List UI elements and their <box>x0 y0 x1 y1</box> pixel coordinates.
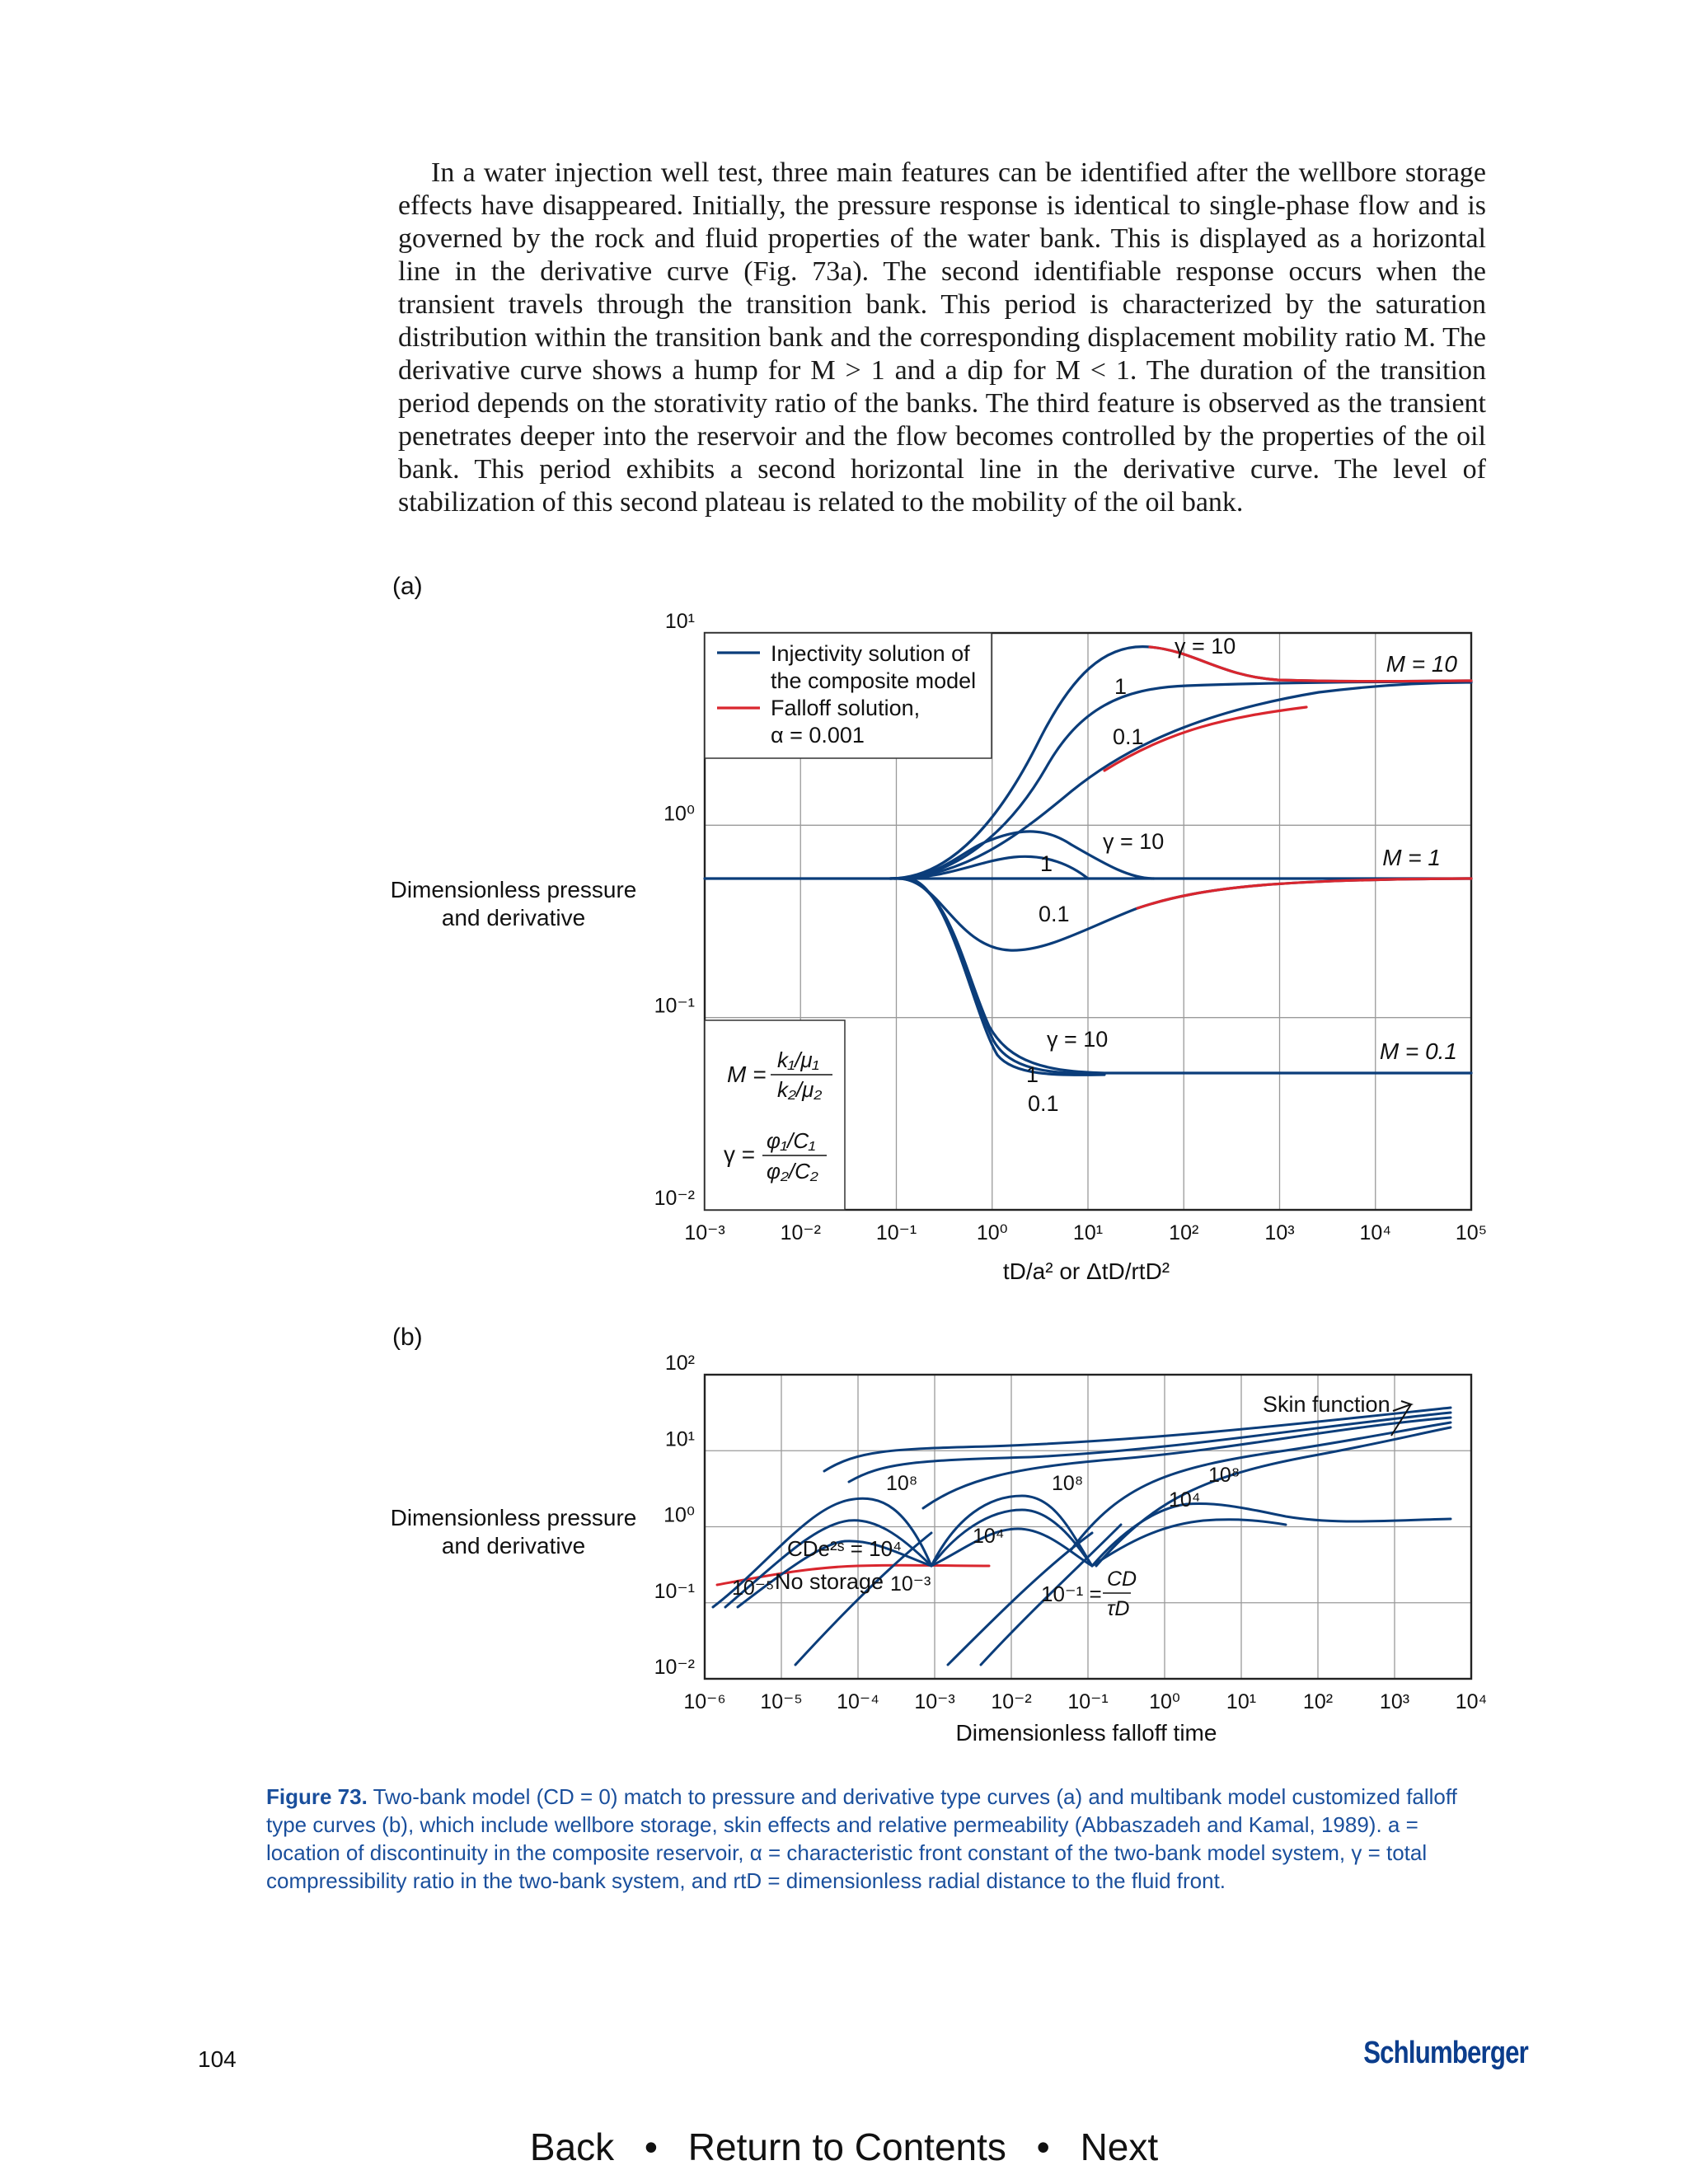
label-ratio-den: τD <box>1107 1597 1130 1620</box>
y-tick-b: 10⁻¹ <box>654 1579 695 1603</box>
x-tick-a: 10⁵ <box>1455 1221 1488 1244</box>
nav-back-link[interactable]: Back <box>529 2125 615 2168</box>
x-tick-a: 10² <box>1169 1221 1199 1244</box>
def-m-num: k₁/μ₁ <box>777 1047 819 1072</box>
curve-a-m1-g01 <box>898 879 1471 950</box>
x-tick-a: 10⁻³ <box>684 1221 725 1244</box>
label-108-a: 10⁸ <box>886 1472 918 1495</box>
label-1-mid: 1 <box>1040 851 1053 876</box>
label-01-mid: 0.1 <box>1039 902 1070 926</box>
label-skin-function: Skin function <box>1263 1392 1390 1417</box>
y-tick-a: 10¹ <box>664 610 695 633</box>
x-tick-b: 10¹ <box>1226 1690 1257 1713</box>
body-paragraph: In a water injection well test, three main features can be identified after the wellbore storage effects have disappeared. Initially, the pressure response is identical to single-phase flow and is governed by the rock and fluid properties of the water bank. This is displayed as a horizontal line in the derivative curve (Fig. 73a). The second identifiable response occurs when the transient travels through the transition bank. This period is characterized by the saturation distribution within the transition bank and the corresponding displacement mobility ratio M. The derivative curve shows a hump for M > 1 and a dip for M < 1. The duration of the transition period depends on the storativity ratio of the banks. The third feature is observed as the transient penetrates deeper into the reservoir and the flow becomes controlled by the properties of the oil bank. This period exhibits a second horizontal line in the derivative curve. The level of stabilization of this second plateau is related to the mobility of the oil bank. <box>398 157 1486 518</box>
nav-contents-link[interactable]: Return to Contents <box>687 2125 1006 2168</box>
label-104-b: 10⁴ <box>1169 1488 1201 1511</box>
x-tick-b: 10⁻² <box>991 1690 1032 1713</box>
y-axis-label-b-line1: Dimensionless pressure <box>390 1505 637 1530</box>
y-tick-b: 10² <box>664 1352 695 1375</box>
grid-b <box>705 1375 1471 1679</box>
x-tick-a: 10⁻² <box>780 1221 821 1244</box>
x-tick-b: 10⁻⁶ <box>683 1690 726 1713</box>
label-m10: M = 10 <box>1386 651 1457 677</box>
label-104-a: 10⁴ <box>973 1525 1005 1548</box>
label-t103: 10⁻³ <box>890 1572 931 1596</box>
label-cde: CDe²ˢ = 10⁴ <box>787 1536 903 1561</box>
y-tick-b: 10⁰ <box>663 1503 695 1527</box>
nav-next-link[interactable]: Next <box>1080 2125 1159 2168</box>
y-tick-b: 10¹ <box>664 1427 695 1451</box>
page-navigation <box>0 2125 1688 2169</box>
x-tick-a: 10¹ <box>1072 1221 1104 1244</box>
label-gamma10-bot: γ = 10 <box>1047 1027 1109 1052</box>
caption-label: Figure 73. <box>266 1784 368 1809</box>
label-m01: M = 0.1 <box>1379 1038 1457 1064</box>
def-m-den: k₂/μ₂ <box>777 1077 823 1102</box>
panel-label-a: (a) <box>392 573 423 600</box>
x-tick-b: 10⁻¹ <box>1067 1690 1109 1713</box>
nav-separator-1: • <box>644 2125 658 2168</box>
y-axis-label-b-line2: and derivative <box>441 1533 586 1558</box>
x-axis-label-a: tD/a² or ΔtD/rtD² <box>1002 1258 1170 1284</box>
x-tick-a: 10⁻¹ <box>875 1221 917 1244</box>
label-1-bot: 1 <box>1026 1062 1039 1087</box>
y-tick-a: 10⁻¹ <box>654 994 695 1018</box>
label-108-b: 10⁸ <box>1052 1472 1084 1495</box>
def-gamma-num: φ₁/C₁ <box>767 1128 816 1153</box>
legend-injectivity-2: the composite model <box>771 668 977 693</box>
label-gamma10-top: γ = 10 <box>1175 634 1236 658</box>
nav-separator-2: • <box>1036 2125 1050 2168</box>
x-tick-b: 10³ <box>1379 1690 1410 1713</box>
def-gamma-prefix: γ = <box>724 1141 756 1167</box>
legend-falloff-1: Falloff solution, <box>771 696 921 720</box>
x-tick-b: 10⁻⁵ <box>760 1690 803 1713</box>
caption-text: Two-bank model (CD = 0) match to pressure and derivative type curves (a) and multibank model customized falloff type curves (b), which include wellbore storage, skin effects and relative permeability (Abbaszadeh and Kamal, 1989). a = location of discontinuity in the composite reservoir, α = characteristic front constant of the two-bank model system, γ = total compressibility ratio in the two-bank system, and rtD = dimensionless radial distance to the fluid front. <box>266 1784 1457 1893</box>
label-01-top: 0.1 <box>1113 724 1144 749</box>
chart-b <box>0 1319 1688 1780</box>
def-m-prefix: M = <box>727 1062 767 1087</box>
label-gamma10-mid: γ = 10 <box>1103 829 1165 854</box>
y-tick-b: 10⁻² <box>654 1656 695 1679</box>
curve-a-m1-falloff <box>1137 879 1471 908</box>
figure-caption <box>266 1783 1494 1895</box>
x-tick-a: 10⁴ <box>1359 1221 1392 1244</box>
label-m1: M = 1 <box>1382 845 1441 870</box>
y-axis-label-a-line1: Dimensionless pressure <box>390 877 637 902</box>
label-no-storage: No storage <box>775 1569 884 1594</box>
page-number: 104 <box>198 2046 237 2072</box>
panel-label-b: (b) <box>392 1324 423 1351</box>
legend-falloff-2: α = 0.001 <box>771 723 865 748</box>
label-ratio-prefix: 10⁻¹ = <box>1041 1582 1102 1606</box>
x-tick-b: 10² <box>1302 1690 1334 1713</box>
x-tick-b: 10⁻³ <box>914 1690 955 1713</box>
y-tick-a: 10⁰ <box>663 802 695 826</box>
x-tick-b: 10⁰ <box>1149 1690 1180 1713</box>
legend-injectivity-1: Injectivity solution of <box>771 641 970 666</box>
y-axis-label-a-line2: and derivative <box>441 905 586 930</box>
brand-logo: Schlumberger <box>1363 2036 1528 2070</box>
label-1-top: 1 <box>1114 674 1128 699</box>
x-tick-a: 10³ <box>1264 1221 1295 1244</box>
label-t105: 10⁻⁵ <box>732 1577 775 1600</box>
label-108-c: 10⁸ <box>1208 1464 1240 1487</box>
label-01-bot: 0.1 <box>1028 1091 1059 1116</box>
x-tick-a: 10⁰ <box>976 1221 1008 1244</box>
label-ratio-num: CD <box>1107 1568 1137 1591</box>
x-tick-b: 10⁻⁴ <box>837 1690 879 1713</box>
y-tick-a: 10⁻² <box>654 1187 695 1210</box>
x-axis-label-b: Dimensionless falloff time <box>955 1720 1217 1746</box>
def-gamma-den: φ₂/C₂ <box>767 1159 818 1183</box>
x-tick-b: 10⁴ <box>1455 1690 1488 1713</box>
